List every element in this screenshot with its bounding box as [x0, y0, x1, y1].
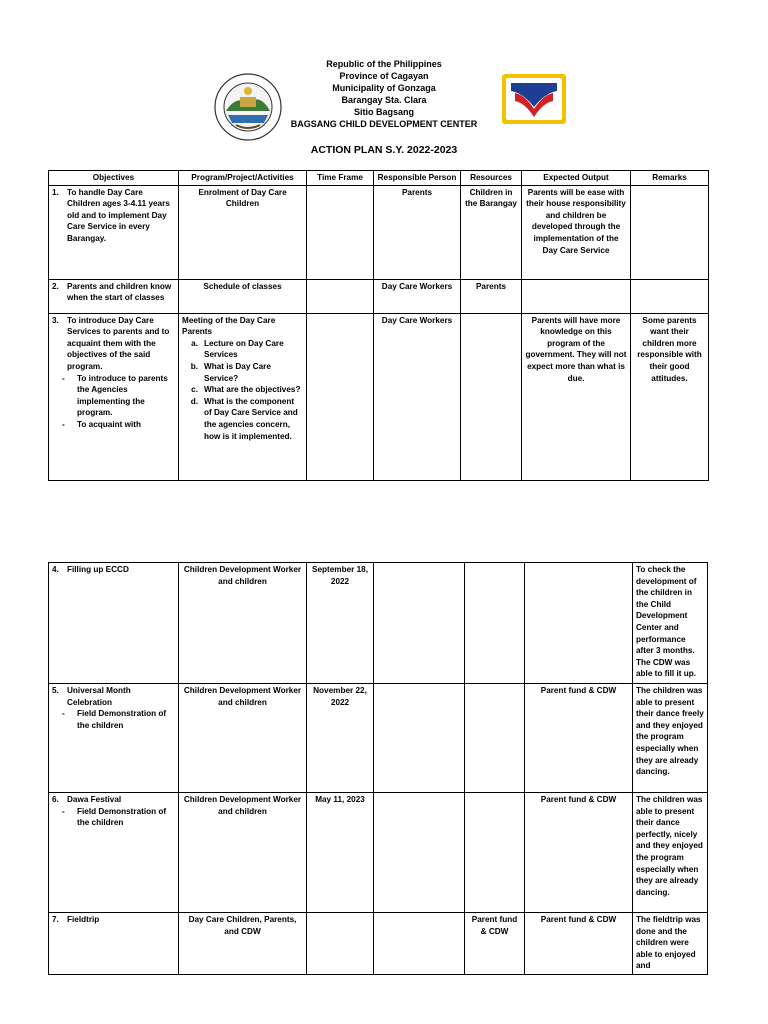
- program-item: What is Day Care Service?: [204, 361, 271, 383]
- program-intro: Meeting of the Day Care Parents: [182, 315, 276, 337]
- remarks-cell: Some parents want their children more responsible with their good attitudes.: [631, 313, 709, 480]
- row-number: 7.: [52, 915, 59, 924]
- objective-cell: 6. Dawa Festival - Field Demonstration of the children: [49, 793, 179, 913]
- remarks-cell: The fieldtrip was done and the children were able to enjoyed and: [633, 913, 708, 975]
- resources-cell: [465, 793, 525, 913]
- objective-bullet: Field Demonstration of the children: [77, 709, 167, 730]
- responsible-person-cell: Parents: [374, 185, 461, 279]
- objective-cell: 5. Universal Month Celebration - Field Demonstration of the children: [49, 684, 179, 793]
- program-cell: Meeting of the Day Care Parents a. Lecture on Day Care Services b. What is Day Care Service? c. What are the objectives? d. What is the component of Day Care Service and the agencies concern, how is it implemented.: [179, 313, 307, 480]
- program-cell: Children Development Worker and children: [179, 793, 307, 913]
- time-frame-cell: November 22, 2022: [307, 684, 374, 793]
- expected-output-cell: Parent fund & CDW: [525, 684, 633, 793]
- responsible-person-cell: [374, 913, 465, 975]
- row-number: 1.: [52, 187, 59, 197]
- table-row: [49, 563, 708, 684]
- remarks-cell: [631, 185, 709, 279]
- barangay-seal-logo: [214, 73, 282, 141]
- expected-output-cell: Parent fund & CDW: [525, 913, 633, 975]
- resources-cell: [465, 563, 525, 684]
- objective-text: Parents and children know when the start of classes: [67, 281, 172, 303]
- responsible-person-cell: Day Care Workers: [374, 313, 461, 480]
- remarks-cell: To check the development of the children in the Child Development Center and performance after 3 months. The CDW was able to fill it up.: [633, 563, 708, 684]
- expected-output-cell: Parents will have more knowledge on this program of the government. They will not expect more than what is due.: [522, 313, 631, 480]
- responsible-person-cell: Day Care Workers: [374, 279, 461, 313]
- objective-bullet: Field Demonstration of the children: [77, 806, 167, 828]
- row-number: 2.: [52, 281, 59, 291]
- responsible-person-cell: [374, 563, 465, 684]
- page-title: ACTION PLAN S.Y. 2022-2023: [310, 144, 458, 156]
- row-number: 3.: [52, 315, 59, 325]
- table-row: [49, 185, 709, 279]
- program-item: Lecture on Day Care Services: [204, 338, 284, 360]
- program-item: What is the component of Day Care Service and the agencies concern, how is it implemented.: [204, 396, 298, 441]
- header-line: Republic of the Philippines: [326, 59, 442, 69]
- header-line: Sitio Bagsang: [353, 107, 414, 117]
- program-cell: Schedule of classes: [179, 279, 307, 313]
- resources-cell: [465, 684, 525, 793]
- time-frame-cell: May 11, 2023: [307, 793, 374, 913]
- resources-cell: Parent fund & CDW: [465, 913, 525, 975]
- row-number: 5.: [52, 686, 59, 695]
- header-line: Barangay Sta. Clara: [341, 95, 427, 105]
- row-number: 6.: [52, 795, 59, 804]
- objective-text: Filling up ECCD: [67, 565, 129, 574]
- time-frame-cell: [307, 185, 374, 279]
- remarks-cell: [631, 279, 709, 313]
- objective-text: To handle Day Care Children ages 3-4.11 years old and to implement Day Care Service in every Barangay.: [67, 187, 170, 243]
- objective-cell: [49, 279, 179, 313]
- objective-text: To introduce Day Care Services to parents and to acquaint them with the objectives of the said program.: [67, 315, 170, 371]
- table-row: [49, 913, 708, 975]
- objective-cell: [49, 185, 179, 279]
- remarks-cell: The children was able to present their dance perfectly, nicely and they enjoyed the program especially when they are already dancing.: [633, 793, 708, 913]
- time-frame-cell: [307, 313, 374, 480]
- header-line: Municipality of Gonzaga: [332, 83, 436, 93]
- program-cell: Children Development Worker and children: [179, 563, 307, 684]
- table-row: [49, 793, 708, 913]
- resources-cell: [461, 313, 522, 480]
- column-header: Objectives: [49, 171, 179, 186]
- table-header-row: [49, 171, 709, 186]
- objective-bullet: To introduce to parents the Agencies implementing the program.: [77, 373, 168, 418]
- objective-bullet: To acquaint with: [77, 419, 141, 429]
- resources-cell: Parents: [461, 279, 522, 313]
- expected-output-cell: Parents will be ease with their house responsibility and children be developed through the implementation of the Day Care Service: [522, 185, 631, 279]
- agency-logo: [501, 73, 567, 125]
- objective-cell: 3. To introduce Day Care Services to parents and to acquaint them with the objectives of the said program. - To introduce to parents the Agencies implementing the program. - To acquaint with: [49, 313, 179, 480]
- program-cell: Day Care Children, Parents, and CDW: [179, 913, 307, 975]
- responsible-person-cell: [374, 684, 465, 793]
- column-header: Responsible Person: [374, 171, 461, 186]
- column-header: Program/Project/Activities: [179, 171, 307, 186]
- column-header: Expected Output: [522, 171, 631, 186]
- expected-output-cell: [525, 563, 633, 684]
- time-frame-cell: September 18, 2022: [307, 563, 374, 684]
- action-plan-table: [48, 170, 709, 481]
- column-header: Resources: [461, 171, 522, 186]
- resources-cell: Children in the Barangay: [461, 185, 522, 279]
- expected-output-cell: [522, 279, 631, 313]
- responsible-person-cell: [374, 793, 465, 913]
- row-number: 4.: [52, 565, 59, 574]
- objective-cell: [49, 563, 179, 684]
- objective-text: Fieldtrip: [67, 915, 100, 924]
- objective-text: Universal Month Celebration: [67, 686, 131, 707]
- time-frame-cell: [307, 279, 374, 313]
- objective-cell: [49, 913, 179, 975]
- action-plan-table-continued: [48, 562, 708, 975]
- header-line: BAGSANG CHILD DEVELOPMENT CENTER: [290, 119, 478, 129]
- table-row: [49, 684, 708, 793]
- time-frame-cell: [307, 913, 374, 975]
- remarks-cell: The children was able to present their dance freely and they enjoyed the program especially when they are already dancing.: [633, 684, 708, 793]
- program-cell: Enrolment of Day Care Children: [179, 185, 307, 279]
- expected-output-cell: Parent fund & CDW: [525, 793, 633, 913]
- document-header: [0, 58, 768, 130]
- table-row: [49, 279, 709, 313]
- objective-text: Dawa Festival: [67, 795, 122, 804]
- column-header: Remarks: [631, 171, 709, 186]
- table-row: [49, 313, 709, 480]
- program-item: What are the objectives?: [204, 385, 301, 395]
- column-header: Time Frame: [307, 171, 374, 186]
- header-line: Province of Cagayan: [339, 71, 429, 81]
- program-cell: Children Development Worker and children: [179, 684, 307, 793]
